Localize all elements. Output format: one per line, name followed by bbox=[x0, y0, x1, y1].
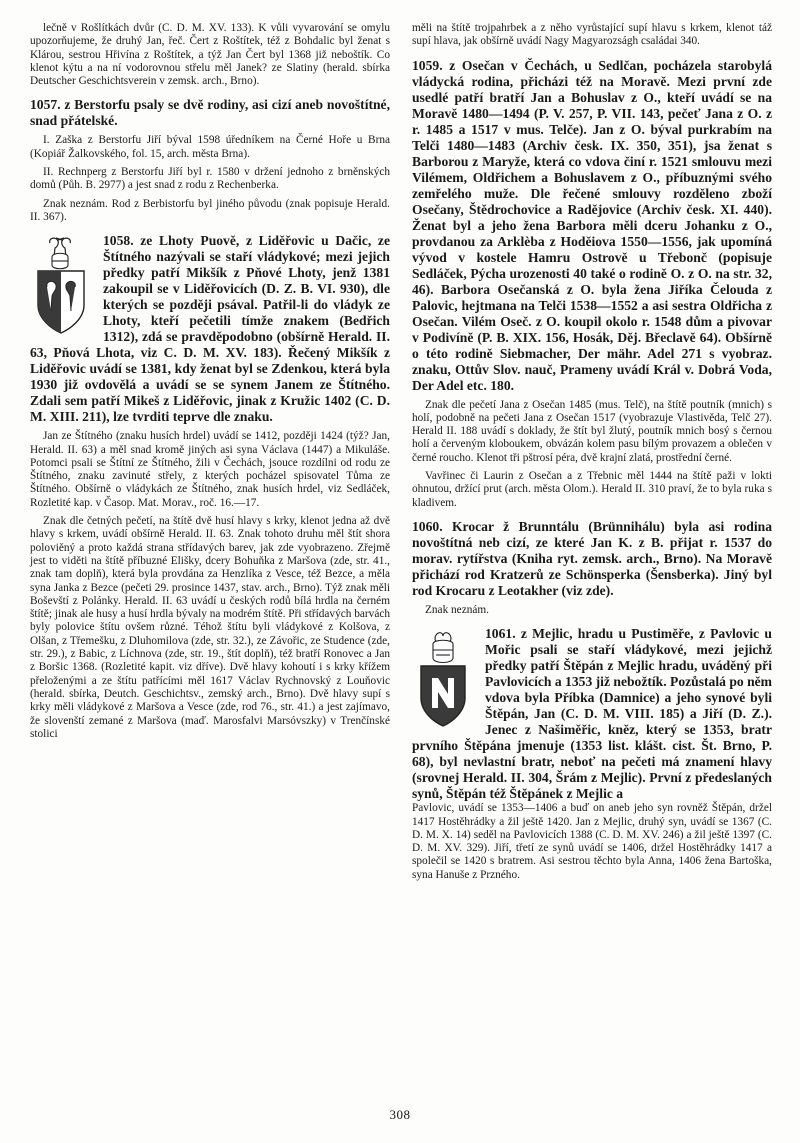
paragraph: Jan ze Štítného (znaku husích hrdel) uvádí se 1412, později 1424 (týž? Jan, Herald. II. 63) a měl snad kromě jiných asi syna Václava (1447) a Mikuláše. Potomci psali se Štítní ze Štítného, žili v Čechách, jsouce rozdílni od rodu ze Štítného, znaku zavinuté střely, z kterých pocházel spisovatel Tůma ze Štítného. Obšírně o vládykách ze Štítného, znak husích hrdel, viz Sedláček, Rozletité kap. v Časop. Mat. Morav., roč. 16.—17. bbox=[30, 430, 390, 509]
two-column-body bbox=[30, 22, 772, 1077]
paragraph: lečně v Rošlítkách dvůr (C. D. M. XV. 133). K vůli vyvarování se omylu upozorňujeme, že druhý Jan, řeč. Čert z Roštítek, též z Bohdalic byl ženat s Klárou, sestrou Hřivína z Roštítek, a týž Jan Čert byl 1368 již neboštík. Co klenot kýtu a na ní vodorovnou střelu měl Janek? ze Slatiny (herald. sbírka Deutscher Geschichtsverein v zemsk. arch., Brno). bbox=[30, 22, 390, 88]
paragraph: Pavlovic, uvádí se 1353—1406 a buď on aneb jeho syn rovněž Štěpán, držel 1417 Hostěhrádky a žil ještě 1420. Jan z Mejlic, druhý syn, uvádí se 1367 (C. D. M. X. 14) seděl na Pavlovicích 1388 (C. D. M. XV. 246) a žil ještě 1397 (C. D. M. XV. 329). Jiří, třetí ze synů uvádí se 1406, držel Hostěhrádky 1417 a společil se 1420 s bratrem. Asi sestrou těchto byla Anna, 1406 žena Bartoška, syna Hanuše z Przného. bbox=[412, 802, 772, 881]
paragraph-znak: Znak dle pečetí Jana z Osečan 1485 (mus. Telč), na štítě poutník (mnich) s holí, podobně na pečeti Jana z Osečan 1517 (vyobrazuje Vlastivěda, Telč 27). Herald II. 188 uvádí s doklady, že štít byl žlutý, poutník mnich bosý s černou holí a červeným kloboukem, obvázán kolem pasu bílým provazem a oblečen v černé roucho. Klenot tři pštrosí péra, dvě krajní zlatá, prostřední černé. bbox=[412, 398, 772, 464]
coat-of-arms-lhoty-figure bbox=[30, 235, 96, 331]
paragraph: I. Zaška z Berstorfu Jiří býval 1598 úředníkem na Černé Hoře u Brna (Kopiář Žalkovského, fol. 15, arch. města Brna). bbox=[30, 134, 390, 160]
page-number: 308 bbox=[389, 1107, 411, 1122]
entry-heading-1060: 1060. Krocar ž Brunntálu (Brünnihálu) byla asi rodina novoštítná neb cizí, ze které Jan K. z B. přijat r. 1537 do morav. rytířstva (Kniha ryt. zemsk. arch., Brno). Na Moravě přichází rod Kratzerů ze Schönsperka (Šensberka). Jiný byl rod Krocaru z Leotakher (viz zde). bbox=[412, 518, 772, 598]
paragraph-znak: Znak neznám. bbox=[425, 603, 489, 616]
paragraph: Znak neznám. Rod z Berbistorfu byl jiného původu (znak popisuje Herald. II. 367). bbox=[30, 197, 390, 223]
entry-1058-with-figure bbox=[30, 233, 390, 425]
entry-1061-with-figure bbox=[412, 626, 772, 802]
entry-heading-1058: 1058. ze Lhoty Puově, z Liděřovic u Dačic, ze Štítného nazývali se staří vládykové; mezi jejich předky patří Mikšík z Pňové Lhoty, jenž 1381 zakoupil se v Liděřovicích (D. Z. B. VI. 930), dle kterých se později psával. Patřil-li do vládyk ze Lhoty, kteří pečetili tímže znakem (Bedřich 1312), zdá se pravděpodobno (obšírně Herald. II. 63, Pňová Lhota, viz C. D. M. XV. 183). Řečený Mikšík z Liděřovic uvádí se 1381, kdy ženat byl se Zdenkou, která byla 1930 již ovdovělá a uvádí se se synem Janem ze Štítného. Zdali sem patří Mikeš z Liděřovic, jinak z Kružic 1402 (C. D. M. XIII. 211), lze tvrditi teprve dle znaku. bbox=[30, 233, 390, 425]
coat-of-arms-mejlic-figure bbox=[412, 628, 478, 724]
entry-heading-1057: 1057. z Berstorfu psaly se dvě rodiny, asi cizí aneb novoštítné, snad přátelské. bbox=[30, 97, 390, 129]
left-column bbox=[30, 22, 390, 1077]
paragraph: II. Rechnperg z Berstorfu Jiří byl r. 1580 v držení jednoho z brněnských domů (Půh. B. 2977) a jest snad z rodu z Rechenberka. bbox=[30, 166, 390, 192]
entry-heading-1061: 1061. z Mejlic, hradu u Pustiměře, z Pavlovic u Mořic psali se staří vládykové, mezi jejichž předky patří Štěpán z Mejlic hradu, uváděný při Pavlovicích a 1353 již nebožtík. Pozůstalá po něm vdova byla Příbka (Damnice) a jeho synové byli Štěpán, Jan (C. D. M. VIII. 185) a Jiří (D. Z.). Jenec z Našiměřic, kněz, který se 1353, bratr prvního Štěpána jmenuje (1353 list. klášt. cist. Št. Brno, P. 68), byl nevlastní bratr, neboť na pečeti má znamení hlavy (srovnej Herald. II. 304, Šrám z Mejlic). První z předeslaných synů, Štěpán též Štěpánek z Mejlic a bbox=[412, 626, 772, 802]
entry-heading-1059: 1059. z Osečan v Čechách, u Sedlčan, pocházela starobylá vládycká rodina, přicházi též na Moravě. Mezi první zde usedlé patří bratří Jan a Bohuslav z O., kteří uvádí se na Moravě 1480—1494 (P. V. 257, P. VII. 143, pečeť Jana z O. z r. 1485 a 1517 v mus. Telče). Jan z O. býval purkrabím na Telči 1480—1483 (Archiv česk. IX. 350, 351), jsa ženat s Barborou z Maryže, která co vdova činí r. 1521 smlouvu mezi Vilémem, Oldřichem a Bohuslavem z O., příbuznými svého zemřelého muže. Dle řečené smlouvy rozděleno zboží Osečany, Štědrochovice a Radějovice (Archiv česk. XI. 440). Ženat byl a jeho žena Barbora měli dceru Johanku z O., provdanou za Arklèba z Hoděiova 1550—1556, jak upomíná vývod v kostele Hamru Ostrově u Třebonč (popisuje Sedláček, Pýcha urozenosti 40 také o rodině O. z O. na str. 32, 46). Barbora Osečanská z O. byla žena Jiříka Čelouda z Palovic, hejtmana na Telči 1538—1552 a asi sestra Oldřicha z Osečan. Vilém Oseč. z O. koupil okolo r. 1548 dům a pivovar v Podivíně (P. B. XIX. 156, Hosák, Děj. Břeclavě 64). Obšírně o této rodině Siebmacher, Der mähr. Adel 271 s vyobraz. znaku, Ottův Slov. nauč, Prameny uvádí Král v. Dobrá Voda, Der Adel etc. 180. bbox=[412, 57, 772, 393]
paragraph: Vavřinec či Laurin z Osečan a z Třebnic měl 1444 na štítě paži v lokti ohnutou, držící prut (arch. města Olom.). Herald II. 310 praví, že to byla ruka s kladivem. bbox=[412, 470, 772, 509]
shield-illustration bbox=[412, 628, 474, 724]
right-column bbox=[412, 22, 772, 1077]
paragraph: měli na štítě trojpahrbek a z něho vyrůstající supí hlavu s krkem, klenot táž supí hlava, jak obšírně uvádí Nagy Magyarozságh családai 340. bbox=[412, 22, 772, 48]
shield-illustration bbox=[30, 235, 92, 331]
paragraph: Znak dle četných pečetí, na štítě dvě husí hlavy s krky, klenot jedna až dvě hlavy s krkem, uvádí obšírně Herald. II. 63. Znak tohoto druhu měl štít shora poloviěný a proto každá strana střídavých barev, jak zde vyobrazeno. Zřejmě jest to viděti na štítě příbuzné Elišky, dcery Bohuňka z Maršova (zde, str. 41., znak tam doplň), která byla provdána za Henzlíka z Vesce, též Bezce, a měla syna Janka z Bezce (pečeti 29. prosince 1437, stav. arch., Brno). Týž znak měli Boševští z Polánky. Herald. II. 63 uvádí u českých rodů bílá hrdla na černém štítě; jinak ale husy a husí hrdla bývaly na modrém štítě. Při střídavých barvách byly polovice štítu ovšem různé. Téhož štítu byli vládykové z Kolšova, z Olšan, z Třemešku, z Dluhomilova (zde, str. 32.), ze Závořic, ze Studence (zde, str. 29.), z Babic, z Líchnova (zde, str. 19., štít doplň), též bratří Ronovec a Jan z Boršic 1368. (Rozletité kapit. viz dříve). Dvě hlavy kohoutí i s krky křížem přeloženými a ze štítu patřícími měl 1617 Václav Rychnovský z Louňovic (herald. sbírka, Deutch. Geschichtsv., zemský arch., Brno). Dvě hlavy supí s krky měli vládykové z Maršova a Vesce (zde, rod 76., str. 41.) a jest zajímavo, že slovenští zemané z Maršova (maď. Marosfalvi Marsóvszky) v Trenčínské stolici bbox=[30, 515, 390, 740]
